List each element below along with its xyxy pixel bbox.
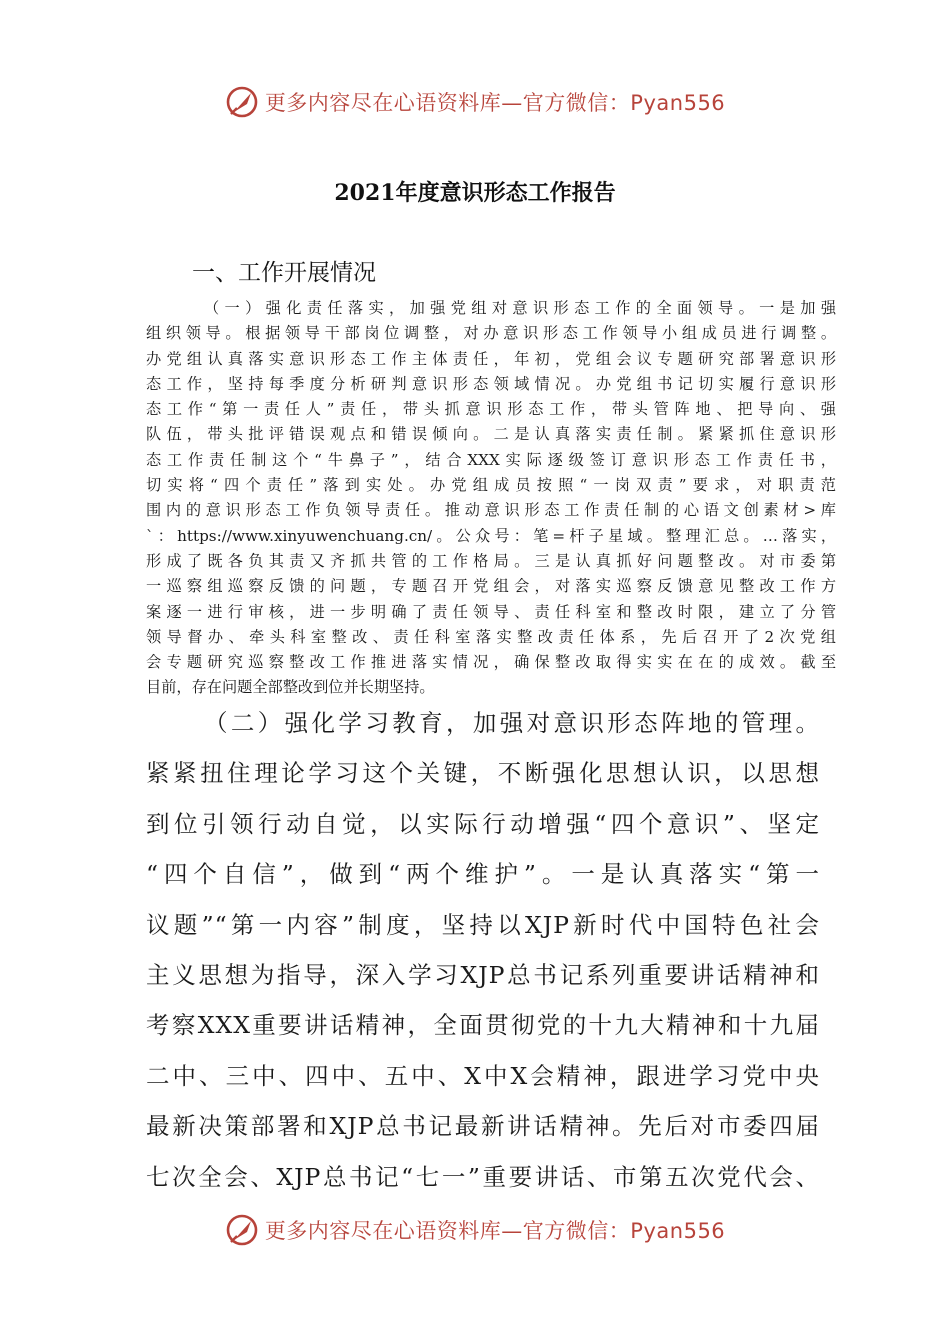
document-title: 2021年度意识形态工作报告 [334,180,616,206]
text-line: `：https://www.xinyuwenchuang.cn/。公众号：笔=杆子星域。整理汇总。…落实， [146,526,836,545]
text-line: 最新决策部署和XJP总书记最新讲话精神。先后对市委四届 [146,1112,820,1141]
text-line: 目前，存在问题全部整改到位并长期坚持。 [146,678,435,697]
text-line: 会专题研究巡察整改工作推进落实情况，确保整改取得实实在在的成效。截至 [146,653,836,672]
text-line: 七次全会、XJP总书记“七一”重要讲话、市第五次党代会、 [146,1162,820,1191]
banner-text: 更多内容尽在心语资料库—官方微信：Pyan556 [264,1219,726,1243]
quill-logo-icon [225,85,259,119]
text-line: 考察XXX重要讲话精神，全面贯彻党的十九大精神和十九届 [146,1011,820,1040]
text-line: “四个自信”，做到“两个维护”。一是认真落实“第一 [146,860,820,889]
text-line: 议题”“第一内容”制度，坚持以XJP新时代中国特色社会 [146,910,820,939]
top-banner [0,80,950,124]
text-line: 紧紧扭住理论学习这个关键，不断强化思想认识，以思想 [146,759,820,788]
text-line: 切实将“四个责任”落到实处。办党组成员按照“一岗双责”要求，对职责范 [146,476,836,495]
text-line: 主义思想为指导，深入学习XJP总书记系列重要讲话精神和 [146,960,820,989]
text-line: 案逐一进行审核，进一步明确了责任领导、责任科室和整改时限，建立了分管 [146,602,836,621]
section-heading: 一、工作开展情况 [192,260,376,286]
paragraph-2 [146,698,820,1202]
text-line: 态工作，坚持每季度分析研判意识形态领域情况。办党组书记切实履行意识形 [146,374,836,393]
banner-text: 更多内容尽在心语资料库—官方微信：Pyan556 [264,91,726,115]
paragraph-1 [146,296,836,701]
quill-logo-icon [225,1213,259,1247]
text-line: （二）强化学习教育，加强对意识形态阵地的管理。 [204,709,820,737]
text-line: 围内的意识形态工作负领导责任。推动意识形态工作责任制的心语文创素材>库 [146,501,836,520]
text-line: 组织领导。根据领导干部岗位调整，对办意识形态工作领导小组成员进行调整。 [146,324,836,343]
text-line: 办党组认真落实意识形态工作主体责任，年初，党组会议专题研究部署意识形 [146,349,836,368]
text-line: 态工作“第一责任人”责任，带头抓意识形态工作，带头管阵地、把导向、强 [146,400,836,419]
text-line: 二中、三中、四中、五中、X中X会精神，跟进学习党中央 [146,1061,820,1090]
text-line: 队伍，带头批评错误观点和错误倾向。二是认真落实责任制。紧紧抓住意识形 [146,425,836,444]
text-line: 形成了既各负其责又齐抓共管的工作格局。三是认真抓好问题整改。对市委第 [146,551,836,570]
text-line: 到位引领行动自觉，以实际行动增强“四个意识”、坚定 [146,809,820,838]
text-line: （一）强化责任落实，加强党组对意识形态工作的全面领导。一是加强 [204,299,836,317]
text-line: 领导督办、牵头科室整改、责任科室落实整改责任体系，先后召开了2次党组 [146,627,836,646]
text-line: 一巡察组巡察反馈的问题，专题召开党组会，对落实巡察反馈意见整改工作方 [146,577,836,596]
bottom-banner [0,1208,950,1252]
text-line: 态工作责任制这个“牛鼻子”，结合XXX实际逐级签订意识形态工作责任书， [146,450,836,469]
